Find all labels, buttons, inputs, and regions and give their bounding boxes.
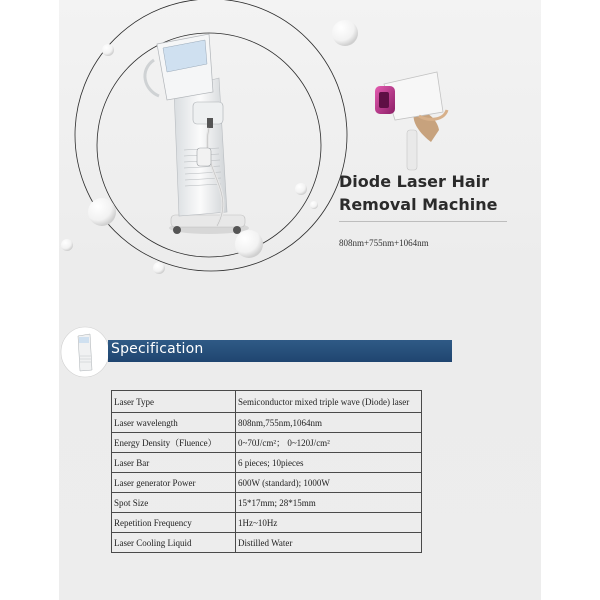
decor-sphere — [153, 262, 165, 274]
spec-value: Semiconductor mixed triple wave (Diode) laser — [236, 391, 422, 413]
table-row — [112, 433, 422, 453]
decor-sphere — [61, 239, 73, 251]
decor-sphere — [235, 230, 263, 258]
table-row — [112, 413, 422, 433]
product-title — [339, 170, 539, 216]
decor-sphere — [102, 44, 114, 56]
spec-value: Distilled Water — [236, 533, 422, 553]
table-row — [112, 473, 422, 493]
table-row — [112, 513, 422, 533]
spec-value: 15*17mm; 28*15mm — [236, 493, 422, 513]
specification-table — [111, 390, 422, 553]
spec-value: 600W (standard); 1000W — [236, 473, 422, 493]
wavelength-subtitle: 808nm+755nm+1064nm — [339, 238, 429, 248]
spec-label: Laser wavelength — [112, 413, 236, 433]
spec-label: Laser Cooling Liquid — [112, 533, 236, 553]
table-row — [112, 391, 422, 413]
table-row — [112, 493, 422, 513]
table-row — [112, 533, 422, 553]
decor-sphere — [332, 20, 358, 46]
product-page — [59, 0, 541, 600]
decor-sphere — [310, 201, 318, 209]
handpiece-illustration — [375, 72, 447, 170]
specification-heading: Specification — [111, 341, 204, 357]
title-divider — [339, 221, 507, 222]
hero-illustration — [59, 0, 541, 330]
spec-label: Energy Density（Fluence） — [112, 433, 236, 453]
spec-value: 1Hz~10Hz — [236, 513, 422, 533]
spec-value: 6 pieces; 10pieces — [236, 453, 422, 473]
title-line-1: Diode Laser Hair — [339, 172, 490, 191]
spec-label: Laser generator Power — [112, 473, 236, 493]
machine-thumbnail-icon — [60, 326, 110, 378]
spec-label: Repetition Frequency — [112, 513, 236, 533]
spec-label: Laser Type — [112, 391, 236, 413]
laser-machine-illustration — [145, 34, 249, 234]
decor-sphere — [88, 198, 116, 226]
spec-value: 0~70J/cm²； 0~120J/cm² — [236, 433, 422, 453]
table-row — [112, 453, 422, 473]
spec-label: Laser Bar — [112, 453, 236, 473]
title-line-2: Removal Machine — [339, 195, 498, 214]
decor-sphere — [295, 183, 307, 195]
spec-label: Spot Size — [112, 493, 236, 513]
spec-value: 808nm,755nm,1064nm — [236, 413, 422, 433]
